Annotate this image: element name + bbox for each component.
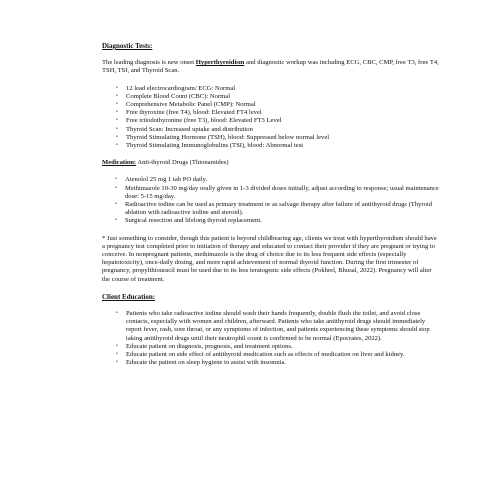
diagnosis-term: Hyperthyroidism <box>195 59 245 67</box>
medication-line <box>102 159 440 167</box>
intro-before: The leading diagnosis is new onset <box>102 59 196 67</box>
list-item: • Surgical resection and lifelong thyroid replacement. <box>102 217 440 225</box>
list-item: • Thyroid Stimulating Hormone (TSH), blood: Suppressed below normal level <box>102 134 440 142</box>
medication-heading: Medication: <box>102 159 137 167</box>
diagnostic-tests-heading: Diagnostic Tests: <box>102 42 153 50</box>
diagnosis-intro <box>102 59 440 75</box>
list-item: • Educate the patient on sleep hygiene to assist with insomnia. <box>102 359 440 367</box>
list-item: • Patients who take radioactive iodine should wash their hands frequently, double flush the toilet, and avoid close contacts, especially with women and children, afterward. Patients who take antithyroid drugs should immediately report fever, rash, sore throat, or any symptoms of infection, and patients experiencing these symptoms should stop taking antithyroid drugs until their neutrophil count is confirmed to be normal (Epocrates, 2022). <box>102 310 440 343</box>
diagnostic-test-list <box>102 85 440 151</box>
list-item: • Educate patient on side effect of antithyroid medication such as effects of medication on liver and kidney. <box>102 351 440 359</box>
list-item: • Free triiodothyronine (free T3), blood: Elevated FT3 Level <box>102 117 440 125</box>
list-item: • Complete Blood Count (CBC): Normal <box>102 93 440 101</box>
medication-list <box>102 176 440 225</box>
list-item: • Thyroid Scan: Increased uptake and distribution <box>102 126 440 134</box>
list-item: • 12 lead electrocardiogram/ ECG: Normal <box>102 85 440 93</box>
list-item: • Thyroid Stimulating Immunoglobulins (TSI), blood: Abnormal test <box>102 142 440 150</box>
list-item: • Free thyroxine (free T4), blood: Elevated FT4 level <box>102 109 440 117</box>
list-item: • Radioactive iodine can be used as primary treatment or as salvage therapy after failure of antithyroid drugs (Thyroid ablation with radioactive iodine and steroid). <box>102 201 440 217</box>
client-education-list <box>102 310 440 367</box>
medication-class: Anti-thyroid Drugs (Thionamides) <box>136 159 229 167</box>
list-item: • Methimazole 10-30 mg/day orally given in 1-3 divided doses initially, adjust according to response; usual maintenance dose: 5-15 mg/day. <box>102 185 440 201</box>
list-item: • Atenolol 25 mg 1 tab PO daily. <box>102 176 440 184</box>
intro-after: and diagnostic workup was including ECG, CBC, CMP, free T3, free T4, TSH, TSI, and Thyroid Scan. <box>102 59 439 75</box>
list-item: • Educate patient on diagnosis, prognosis, and treatment options. <box>102 343 440 351</box>
client-education-heading: Client Education: <box>102 292 156 301</box>
list-item: • Comprehensive Metabolic Panel (CMP): Normal <box>102 101 440 109</box>
pregnancy-note: * Just something to consider, though this patient is beyond childbearing age, clients we treat with hyperthyroidism should have a pregnancy test completed prior to initiation of therapy and educated to contact their provider if they are pregnant or trying to conceive. In nonpregnant patients, methimazole is the drug of choice due to its less frequent side effects (especially hepatotoxicity), once-daily dosing, and more rapid achievement of normal thyroid function. During the first trimester of pregnancy, propylthiouracil must be used due to its less teratogenic side effects (Pokhrel, Bhusal, 2022). Pregnancy will alter the course of treatment. <box>102 234 437 283</box>
